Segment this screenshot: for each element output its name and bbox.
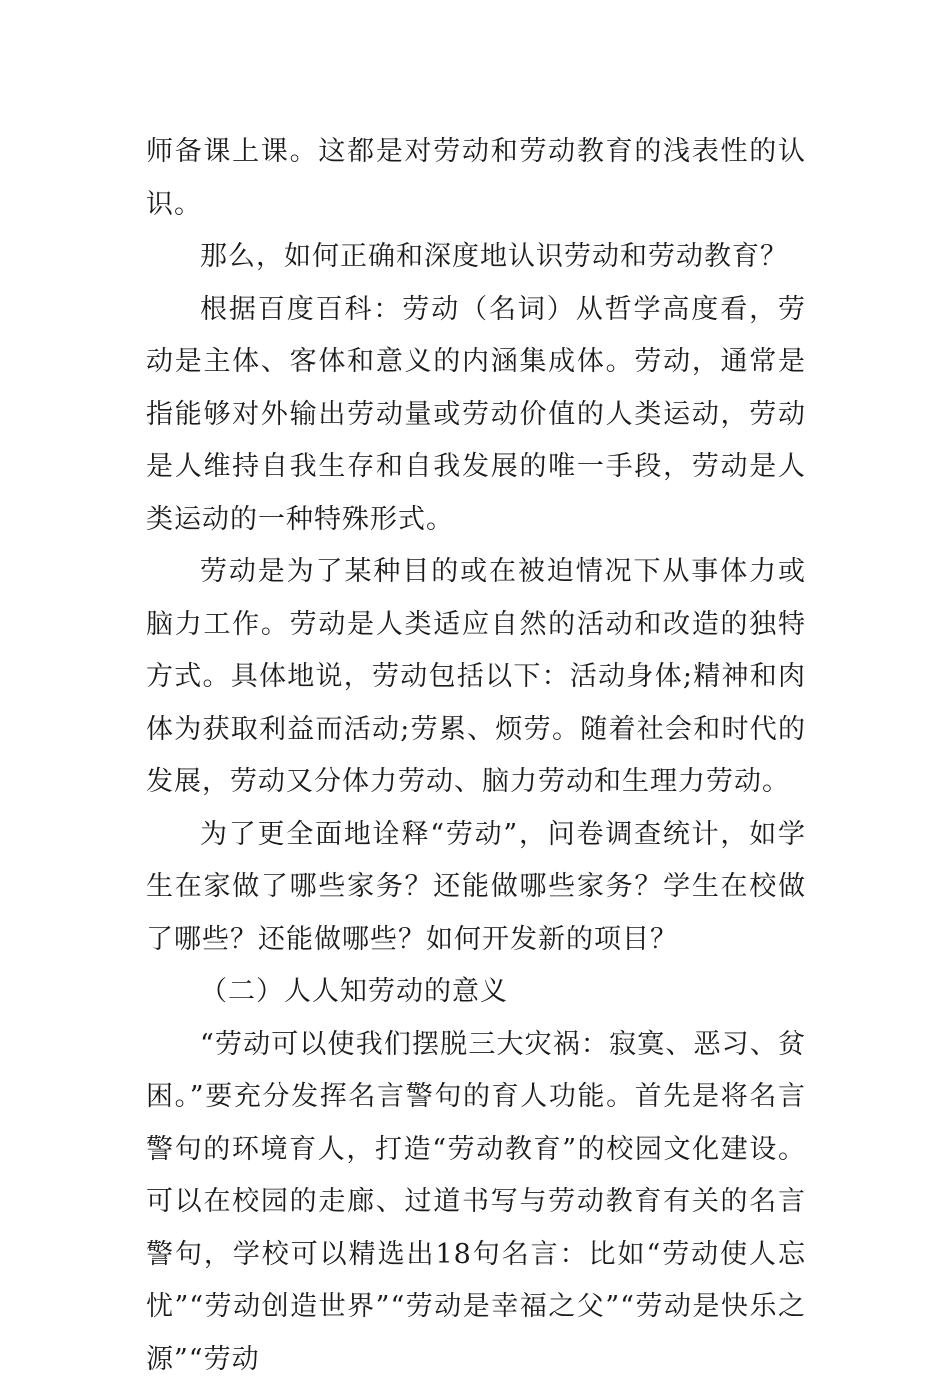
document-body <box>146 126 806 1386</box>
paragraph-2: 那么，如何正确和深度地认识劳动和劳动教育？ <box>146 231 806 284</box>
paragraph-1: 师备课上课。这都是对劳动和劳动教育的浅表性的认识。 <box>146 126 806 231</box>
paragraph-7: “劳动可以使我们摆脱三大灾祸：寂寞、恶习、贫困。”要充分发挥名言警句的育人功能。首先是将名言警句的环境育人，打造“劳动教育”的校园文化建设。可以在校园的走廊、过道书写与劳动教育有关的名言警句，学校可以精选出18句名言：比如“劳动使人忘忧”“劳动创造世界”“劳动是幸福之父”“劳动是快乐之源”“劳动 <box>146 1019 806 1386</box>
paragraph-4: 劳动是为了某种目的或在被迫情况下从事体力或脑力工作。劳动是人类适应自然的活动和改造的独特方式。具体地说，劳动包括以下：活动身体;精神和肉体为获取利益而活动;劳累、烦劳。随着社会和时代的发展，劳动又分体力劳动、脑力劳动和生理力劳动。 <box>146 546 806 809</box>
paragraph-5: 为了更全面地诠释“劳动”，问卷调查统计，如学生在家做了哪些家务？还能做哪些家务？学生在校做了哪些？还能做哪些？如何开发新的项目？ <box>146 809 806 967</box>
paragraph-3: 根据百度百科：劳动（名词）从哲学高度看，劳动是主体、客体和意义的内涵集成体。劳动，通常是指能够对外输出劳动量或劳动价值的人类运动，劳动是人维持自我生存和自我发展的唯一手段，劳动是人类运动的一种特殊形式。 <box>146 284 806 547</box>
section-heading: （二）人人知劳动的意义 <box>146 966 806 1019</box>
